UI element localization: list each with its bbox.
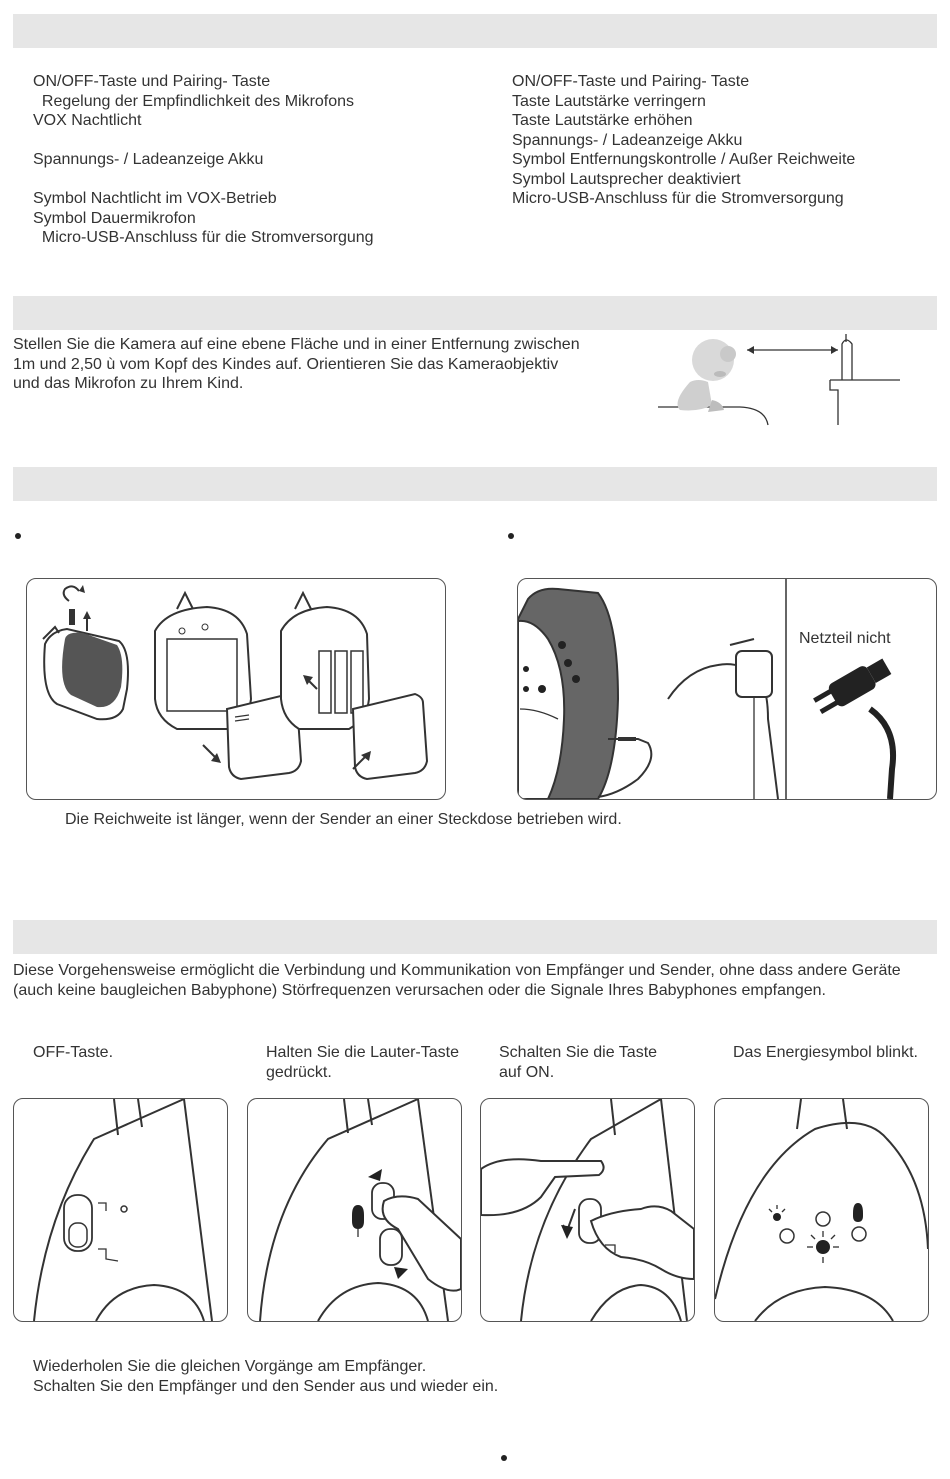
step-2-caption: Halten Sie die Lauter-Taste gedrückt.	[266, 1044, 459, 1081]
step-1-caption: OFF-Taste.	[33, 1044, 114, 1061]
section-header-bar-3	[13, 467, 937, 501]
section-header-bar-4	[13, 920, 937, 954]
list-item: Spannungs- / Ladeanzeige Akku	[512, 131, 743, 149]
step-1-illustration	[13, 1098, 228, 1322]
list-item: Regelung der Empfindlichkeit des Mikrofons	[33, 92, 355, 110]
list-item: ON/OFF-Taste und Pairing- Taste	[33, 73, 271, 90]
list-item: Taste Lautstärke erhöhen	[512, 112, 693, 129]
list-item: Symbol Dauermikrofon	[33, 209, 196, 227]
pairing-intro: Diese Vorgehensweise ermöglicht die Verbindung und Kommunikation von Empfänger und Sender, ohne dass andere Geräte (auch keine baugleichen Babyphone) Störfrequenzen verursachen oder die Signale Ihres Babyphones empfangen.	[13, 962, 901, 999]
step-4-illustration	[714, 1098, 929, 1322]
list-item: VOX Nachtlicht	[33, 112, 142, 129]
step-3-illustration	[480, 1098, 695, 1322]
step-2-illustration	[247, 1098, 462, 1322]
bullet-adapter	[508, 533, 514, 539]
list-item: ON/OFF-Taste und Pairing- Taste	[512, 73, 750, 90]
receiver-parts-list	[512, 72, 855, 209]
camera-parts-list	[33, 72, 374, 248]
section-header-bar-1	[13, 14, 937, 48]
pairing-outro: Wiederholen Sie die gleichen Vorgänge am Empfänger. Schalten Sie den Empfänger und den Sender aus und wieder ein.	[33, 1358, 499, 1395]
list-item: Taste Lautstärke verringern	[512, 92, 706, 110]
range-note: Die Reichweite ist länger, wenn der Sender an einer Steckdose betrieben wird.	[65, 811, 622, 828]
page-bullet	[501, 1455, 507, 1461]
list-item: Symbol Nachtlicht im VOX-Betrieb	[33, 190, 277, 207]
list-item: Symbol Lautsprecher deaktiviert	[512, 170, 741, 188]
list-item	[33, 170, 374, 190]
list-item: Micro-USB-Anschluss für die Stromversorgung	[512, 190, 844, 207]
list-item: Spannungs- / Ladeanzeige Akku	[33, 151, 264, 168]
adapter-caption: Netzteil nicht	[799, 630, 891, 647]
list-item: Micro-USB-Anschluss für die Stromversorgung	[33, 229, 374, 246]
step-3-caption: Schalten Sie die Taste auf ON.	[499, 1044, 658, 1081]
step-4-caption: Das Energiesymbol blinkt.	[733, 1044, 918, 1061]
power-adapter-illustration	[517, 578, 937, 800]
placement-illustration	[650, 330, 910, 430]
section-header-bar-2	[13, 296, 937, 330]
battery-installation-illustration	[26, 578, 446, 800]
bullet-battery	[15, 533, 21, 539]
placement-instructions: Stellen Sie die Kamera auf eine ebene Fläche und in einer Entfernung zwischen 1m und 2,50 ù vom Kopf des Kindes auf. Orientieren Sie das Kameraobjektiv und das Mikrofon zu Ihrem Kind.	[13, 336, 580, 392]
list-item	[33, 131, 374, 151]
list-item: Symbol Entfernungskontrolle / Außer Reichweite	[512, 151, 856, 168]
